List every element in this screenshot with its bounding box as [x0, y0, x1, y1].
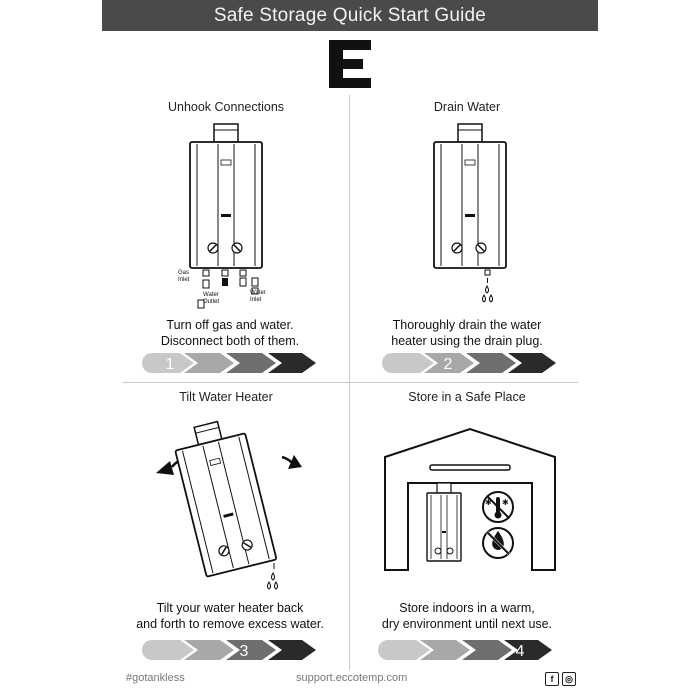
step-1-description: Turn off gas and water. Disconnect both of them. [160, 318, 300, 348]
step-4-progress [378, 640, 554, 660]
step-4-number: 4 [515, 643, 525, 660]
svg-text:Inlet: Inlet [178, 277, 190, 283]
gas-inlet-label: Gas [178, 270, 190, 276]
step-4-storage-illustration [380, 425, 560, 575]
step-2-description: Thoroughly drain the water heater using the drain plug. [391, 318, 543, 348]
step-3-tilted-heater-illustration [150, 415, 310, 595]
tilt-left-arrow-icon [156, 461, 174, 475]
step-2-number: 2 [443, 356, 453, 373]
step-1-title: Unhook Connections [167, 100, 285, 114]
step-1-progress [142, 353, 318, 373]
step-3-number: 3 [239, 643, 249, 660]
step-3-title: Tilt Water Heater [179, 390, 273, 404]
svg-text:Outlet: Outlet [203, 299, 220, 305]
guide-header [102, 0, 598, 31]
eccotemp-logo-icon [329, 40, 371, 88]
svg-text:Inlet: Inlet [250, 297, 262, 303]
step-3-description: Tilt your water heater back and forth to remove excess water. [136, 601, 324, 631]
water-inlet-label: Water [250, 290, 266, 296]
guide-title: Safe Storage Quick Start Guide [213, 4, 487, 26]
step-2-progress [382, 353, 558, 373]
svg-text:✱: ✱ [502, 498, 509, 507]
no-water-icon [483, 528, 513, 558]
svg-text:✱: ✱ [485, 498, 492, 507]
step-3-progress [142, 640, 318, 660]
step-4-title: Store in a Safe Place [408, 390, 526, 404]
step-4-description: Store indoors in a warm, dry environment until next use. [381, 601, 553, 631]
facebook-icon[interactable]: f [545, 672, 559, 686]
water-outlet-label: Water [203, 292, 219, 298]
horizontal-divider [122, 382, 578, 383]
step-1-number: 1 [165, 356, 175, 373]
no-cold-icon [483, 492, 513, 522]
footer-hashtag[interactable]: #gotankless [126, 672, 185, 684]
instagram-icon[interactable]: ◎ [562, 672, 576, 686]
footer-support-url[interactable]: support.eccotemp.com [296, 672, 408, 684]
step-2-title: Drain Water [433, 100, 501, 114]
step-2-heater-illustration [414, 120, 524, 310]
step-1-heater-illustration [170, 120, 280, 310]
